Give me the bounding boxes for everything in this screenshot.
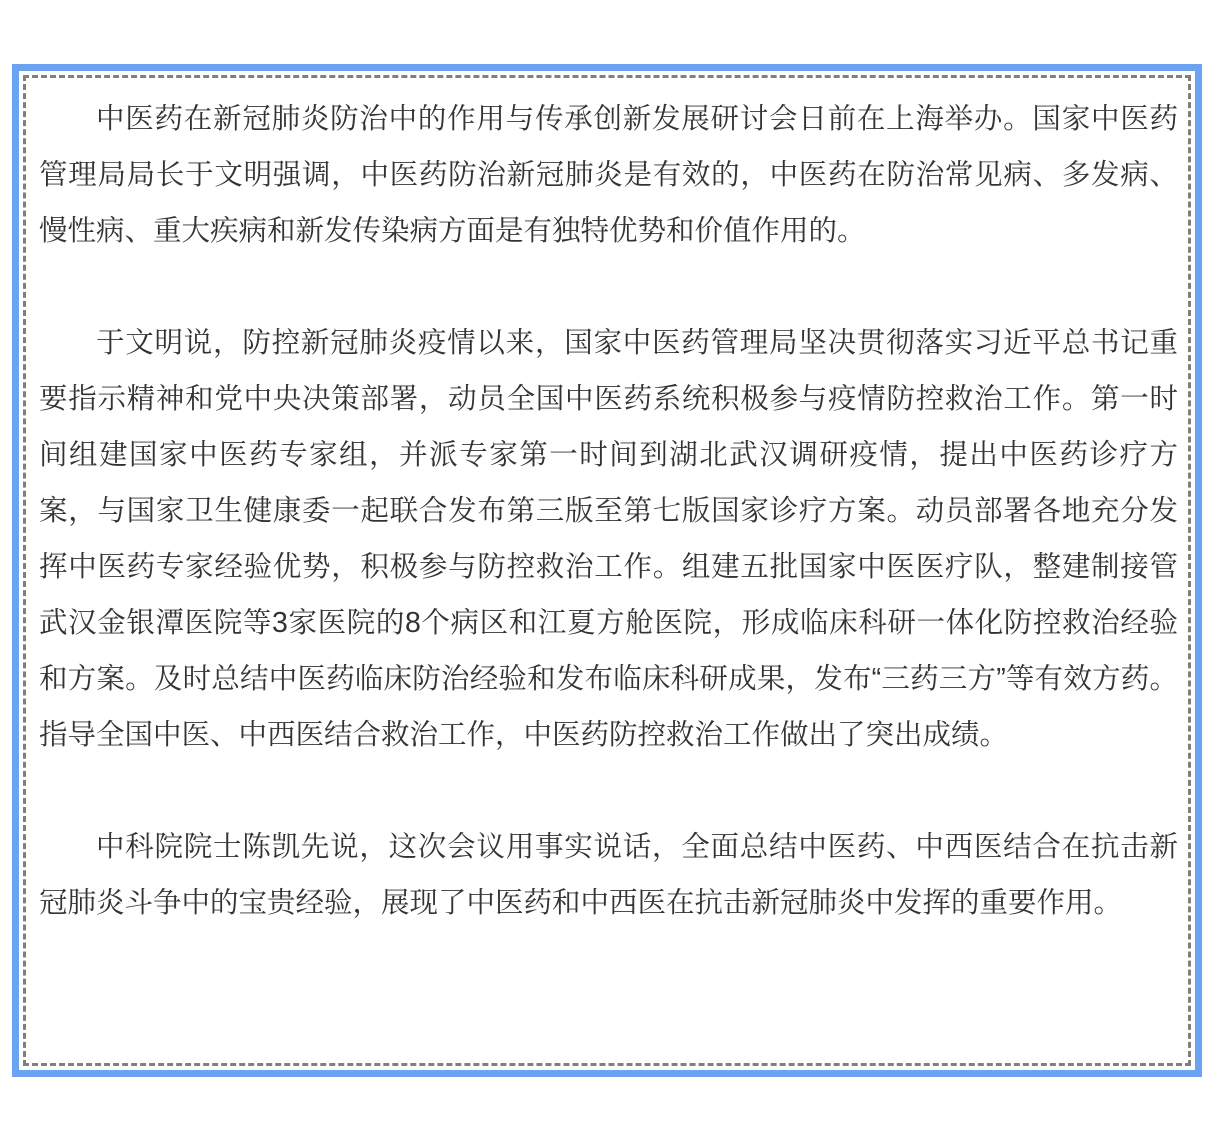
document-frame: [12, 64, 1202, 1077]
article-body: [39, 91, 1178, 931]
paragraph-chenkaixian-statement: 中科院院士陈凯先说，这次会议用事实说话，全面总结中医药、中西医结合在抗击新冠肺炎斗争中的宝贵经验，展现了中医药和中西医在抗击新冠肺炎中发挥的重要作用。: [39, 831, 1178, 919]
dashed-border: [23, 75, 1191, 1066]
paragraph-yuwenming-statement: 于文明说，防控新冠肺炎疫情以来，国家中医药管理局坚决贯彻落实习近平总书记重要指示精神和党中央决策部署，动员全国中医药系统积极参与疫情防控救治工作。第一时间组建国家中医药专家组，并派专家第一时间到湖北武汉调研疫情，提出中医药诊疗方案，与国家卫生健康委一起联合发布第三版至第七版国家诊疗方案。动员部署各地充分发挥中医药专家经验优势，积极参与防控救治工作。组建五批国家中医医疗队，整建制接管武汉金银潭医院等3家医院的8个病区和江夏方舱医院，形成临床科研一体化防控救治经验和方案。及时总结中医药临床防治经验和发布临床科研成果，发布“三药三方”等有效方药。指导全国中医、中西医结合救治工作，中医药防控救治工作做出了突出成绩。: [39, 327, 1178, 751]
paragraph-intro: 中医药在新冠肺炎防治中的作用与传承创新发展研讨会日前在上海举办。国家中医药管理局局长于文明强调，中医药防治新冠肺炎是有效的，中医药在防治常见病、多发病、慢性病、重大疾病和新发传染病方面是有独特优势和价值作用的。: [39, 103, 1178, 247]
